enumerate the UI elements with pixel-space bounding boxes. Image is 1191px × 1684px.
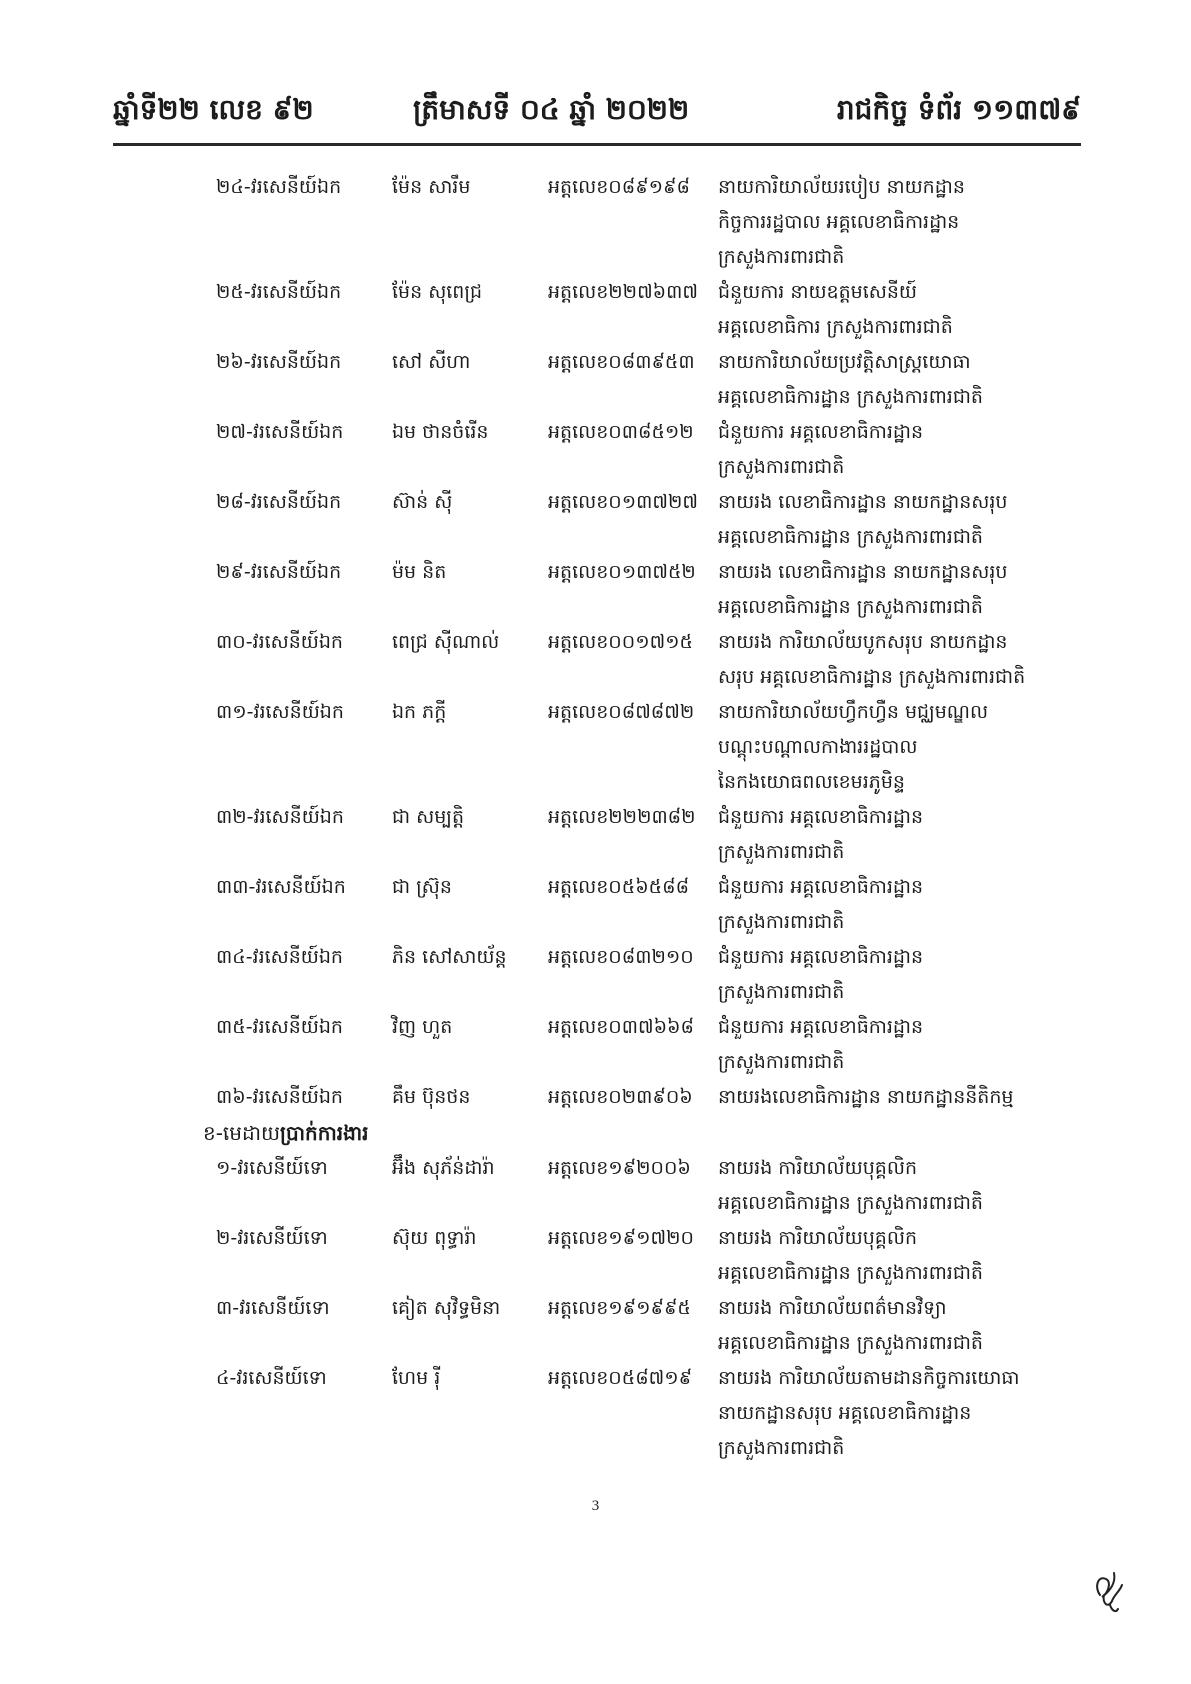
id-number: អត្តលេខ១៩១៩៩៥ <box>548 1297 691 1319</box>
id-number: អត្តលេខ០៨៣៩៥៣ <box>548 351 695 373</box>
position-line: ជំនួយការ អគ្គលេខាធិការដ្ឋាន <box>718 946 924 968</box>
section-title-text: ប្រាក់ការងារ <box>280 1121 369 1145</box>
rank: ២៩-វរសេនីយ៍ឯក <box>216 561 342 583</box>
person-name: អ៊ឹង សុភ័ន់ដារ៉ា <box>392 1157 495 1179</box>
id-number: អត្តលេខ០៨៣២១០ <box>548 946 694 968</box>
position-line: នាយរង លេខាធិការដ្ឋាន នាយកដ្ឋានសរុប <box>718 561 1008 583</box>
position-title <box>718 555 1091 625</box>
position-line: អគ្គលេខាធិការដ្ឋាន ក្រសួងការពារជាតិ <box>718 386 983 408</box>
list-item <box>0 1010 1191 1080</box>
id-number: អត្តលេខ១៩១៧២០ <box>548 1227 694 1249</box>
position-line: កិច្ចការរដ្ឋបាល អគ្គលេខាធិការដ្ឋាន <box>718 211 960 233</box>
rank: ២៦-វរសេនីយ៍ឯក <box>216 351 342 373</box>
position-line: នាយការិយាល័យហ្វឹកហ្វឺន មជ្ឈមណ្ឌល <box>718 701 989 723</box>
position-title <box>718 870 1091 940</box>
position-line: ជំនួយការ អគ្គលេខាធិការដ្ឋាន <box>718 806 924 828</box>
rank: ៣០-វរសេនីយ៍ឯក <box>216 631 343 653</box>
list-item <box>0 275 1191 345</box>
rank: ៣៣-វរសេនីយ៍ឯក <box>216 876 346 898</box>
position-title <box>718 1080 1091 1115</box>
position-title <box>718 1361 1091 1466</box>
rank: ២៥-វរសេនីយ៍ឯក <box>216 281 342 303</box>
position-line: អគ្គលេខាធិការដ្ឋាន ក្រសួងការពារជាតិ <box>718 526 983 548</box>
person-name: ស៊ុយ ពុទ្ធារ៉ា <box>392 1227 477 1249</box>
rank: ៣៦-វរសេនីយ៍ឯក <box>216 1086 343 1108</box>
list-item <box>0 170 1191 275</box>
position-line: នាយរង ការិយាល័យបូកសរុប នាយកដ្ឋាន <box>718 631 1008 653</box>
position-line: នៃកងយោធពលខេមរភូមិន្ទ <box>718 771 905 793</box>
id-number: អត្តលេខ១៩២០០៦ <box>548 1157 691 1179</box>
position-line: ជំនួយការ អគ្គលេខាធិការដ្ឋាន <box>718 876 924 898</box>
position-line: ជំនួយការ អគ្គលេខាធិការដ្ឋាន <box>718 421 924 443</box>
list-item <box>0 695 1191 800</box>
issue-number: ឆ្នាំទី២២ លេខ ៩២ <box>113 93 314 126</box>
honors-list <box>0 170 1191 1466</box>
position-title <box>718 170 1091 275</box>
id-number: អត្តលេខ០០១៧១៥ <box>548 631 694 653</box>
position-line: នាយរង ការិយាល័យតាមដានកិច្ចការយោធា <box>718 1367 1020 1389</box>
publication-date: ត្រឹមាសទី ០៤ ឆ្នាំ ២០២២ <box>413 93 690 126</box>
position-line: នាយការិយាល័យរបៀប នាយកដ្ឋាន <box>718 176 965 198</box>
position-line: អគ្គលេខាធិការដ្ឋាន ក្រសួងការពារជាតិ <box>718 1262 983 1284</box>
id-number: អត្តលេខ០៣៨៥១២ <box>548 421 694 443</box>
rank: ៣២-វរសេនីយ៍ឯក <box>216 806 344 828</box>
list-item <box>0 1080 1191 1115</box>
position-line: ជំនួយការ នាយឧត្តមសេនីយ៍ <box>718 281 918 303</box>
list-item <box>0 870 1191 940</box>
position-line: ក្រសួងការពារជាតិ <box>718 1051 845 1073</box>
rank: ៣-វរសេនីយ៍ទោ <box>216 1297 330 1319</box>
position-line: អគ្គលេខាធិការដ្ឋាន ក្រសួងការពារជាតិ <box>718 1192 983 1214</box>
person-name: ជា ស្រ៊ុន <box>392 876 452 898</box>
id-number: អត្តលេខ០១៣៧២៧ <box>548 491 698 513</box>
header-divider <box>113 143 1081 146</box>
position-line: សរុប អគ្គលេខាធិការដ្ឋាន ក្រសួងការពារជាតិ <box>718 666 1026 688</box>
list-item <box>0 625 1191 695</box>
position-line: ក្រសួងការពារជាតិ <box>718 911 845 933</box>
rank: ៤-វរសេនីយ៍ទោ <box>216 1367 327 1389</box>
person-name: ភិន សៅសាយ័ន្ត <box>392 946 507 968</box>
list-item <box>0 940 1191 1010</box>
id-number: អត្តលេខ០២៣៩០៦ <box>548 1086 693 1108</box>
person-name: គៀត សុវិទ្ធមិនា <box>392 1297 501 1319</box>
position-title <box>718 485 1091 555</box>
id-number: អត្តលេខ០៨៩១៩៨ <box>548 176 690 198</box>
position-title <box>718 625 1091 695</box>
person-name: ម៉ម និត <box>392 561 447 583</box>
id-number: អត្តលេខ២២២៣៨២ <box>548 806 696 828</box>
list-item <box>0 1221 1191 1291</box>
position-line: ក្រសួងការពារជាតិ <box>718 456 845 478</box>
position-line: ក្រសួងការពារជាតិ <box>718 841 845 863</box>
position-title <box>718 1221 1091 1291</box>
position-line: ក្រសួងការពារជាតិ <box>718 981 845 1003</box>
id-number: អត្តលេខ០៥៦៥៨៨ <box>548 876 690 898</box>
person-name: ជា សម្បត្តិ <box>392 806 465 828</box>
rank: ៣៥-វរសេនីយ៍ឯក <box>216 1016 343 1038</box>
id-number: អត្តលេខ០៥៨៧១៩ <box>548 1367 693 1389</box>
rank: ៣១-វរសេនីយ៍ឯក <box>216 701 344 723</box>
rank: ២៧-វរសេនីយ៍ឯក <box>216 421 344 443</box>
section-prefix: ខ-មេដាយ <box>203 1121 281 1145</box>
person-name: ពេជ្រ ស៊ីណាល់ <box>392 631 500 653</box>
position-title <box>718 415 1091 485</box>
person-name: សៅ សីហា <box>392 351 471 373</box>
position-line: នាយរង ការិយាល័យពត៌មានវិទ្យា <box>718 1297 947 1319</box>
position-title <box>718 695 1091 800</box>
position-line: នាយកដ្ឋានសរុប អគ្គលេខាធិការដ្ឋាន <box>718 1402 972 1424</box>
position-line: នាយរង ការិយាល័យបុគ្គលិក <box>718 1227 918 1249</box>
position-line: នាយរង លេខាធិការដ្ឋាន នាយកដ្ឋានសរុប <box>718 491 1008 513</box>
list-item <box>0 345 1191 415</box>
position-title <box>718 800 1091 870</box>
position-title <box>718 1291 1091 1361</box>
position-title <box>718 1151 1091 1221</box>
entries-list-b <box>0 1151 1191 1466</box>
id-number: អត្តលេខ០៨៧៨៧២ <box>548 701 695 723</box>
id-number: អត្តលេខ០៣៧៦៦៨ <box>548 1016 694 1038</box>
id-number: អត្តលេខ០១៣៧៥២ <box>548 561 696 583</box>
list-item <box>0 800 1191 870</box>
position-line: នាយរងលេខាធិការដ្ឋាន នាយកដ្ឋាននីតិកម្ម <box>718 1086 1014 1108</box>
person-name: ឯក ភក្តី <box>392 701 447 723</box>
rank: ២-វរសេនីយ៍ទោ <box>216 1227 328 1249</box>
position-title <box>718 275 1091 345</box>
gazette-page-number: រាជកិច្ច ទំព័រ ១១៣៧៩ <box>836 93 1081 126</box>
page-header <box>113 92 1081 138</box>
person-name: ម៉ែន សារឹម <box>392 176 471 198</box>
id-number: អត្តលេខ២២៧៦៣៧ <box>548 281 698 303</box>
list-item <box>0 1361 1191 1466</box>
rank: ៣៤-វរសេនីយ៍ឯក <box>216 946 343 968</box>
position-title <box>718 1010 1091 1080</box>
position-line: នាយការិយាល័យប្រវត្តិសាស្ត្រយោធា <box>718 351 971 373</box>
position-line: ក្រសួងការពារជាតិ <box>718 246 845 268</box>
position-line: ជំនួយការ អគ្គលេខាធិការដ្ឋាន <box>718 1016 924 1038</box>
list-item <box>0 1151 1191 1221</box>
person-name: ស៊ាន់ ស៊ី <box>392 491 453 513</box>
list-item <box>0 485 1191 555</box>
person-name: ឯម ថានចំរើន <box>392 421 489 443</box>
section-title <box>0 1115 1191 1151</box>
position-line: នាយរង ការិយាល័យបុគ្គលិក <box>718 1157 918 1179</box>
list-item <box>0 555 1191 625</box>
position-line: អគ្គលេខាធិការ ក្រសួងការពារជាតិ <box>718 316 953 338</box>
page-number: 3 <box>591 1498 600 1514</box>
position-line: បណ្តុះបណ្តាលកាងាររដ្ឋបាល <box>718 736 918 758</box>
rank: ២៨-វរសេនីយ៍ឯក <box>216 491 342 513</box>
person-name: ហែម រ៉ី <box>392 1367 441 1389</box>
position-title <box>718 940 1091 1010</box>
position-line: អគ្គលេខាធិការដ្ឋាន ក្រសួងការពារជាតិ <box>718 1332 983 1354</box>
rank: ១-វរសេនីយ៍ទោ <box>216 1157 328 1179</box>
person-name: ម៉ែន សុពេជ្រ <box>392 281 483 303</box>
list-item <box>0 1291 1191 1361</box>
person-name: គឹម ប៊ុនថន <box>392 1086 471 1108</box>
list-item <box>0 415 1191 485</box>
rank: ២៤-វរសេនីយ៍ឯក <box>216 176 342 198</box>
position-line: ក្រសួងការពារជាតិ <box>718 1437 845 1459</box>
position-title <box>718 345 1091 415</box>
entries-list-a <box>0 170 1191 1115</box>
person-name: វិញ ហួត <box>392 1016 453 1038</box>
position-line: អគ្គលេខាធិការដ្ឋាន ក្រសួងការពារជាតិ <box>718 596 983 618</box>
handwritten-initials-mark <box>1090 1565 1126 1617</box>
